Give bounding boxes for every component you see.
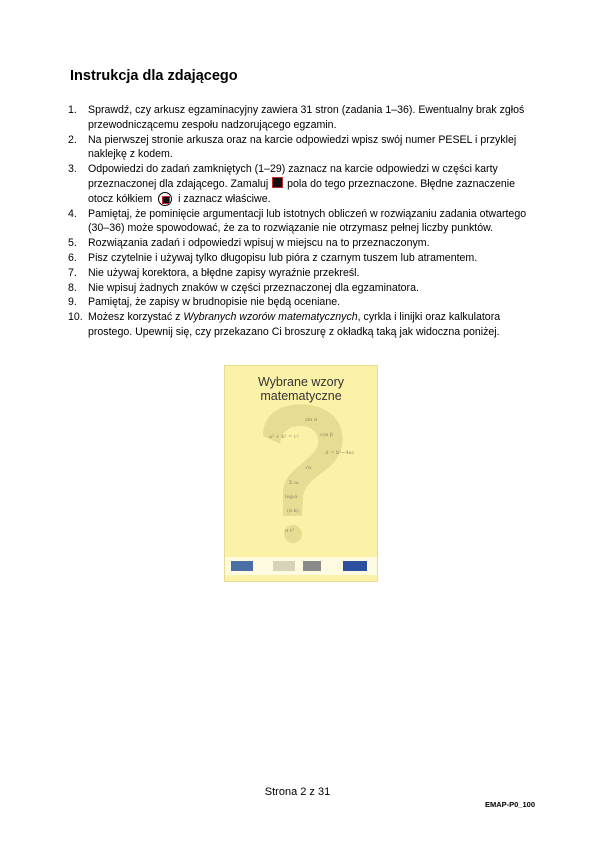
eu-flag-icon xyxy=(343,561,367,571)
instruction-item xyxy=(68,251,538,266)
item-number: 3. xyxy=(68,163,77,176)
booklet-name: Wybranych wzorów matematycznych xyxy=(183,311,358,324)
item-text: Nie używaj korektora, a błędne zapisy wyraźnie przekreśl. xyxy=(88,266,360,279)
item-text: Pamiętaj, że pominięcie argumentacji lub istotnych obliczeń w rozwiązaniu zadania otwartego (30–36) może spowodować, że za to rozwiązanie nie otrzymasz pełnej liczby punktów. xyxy=(88,207,527,235)
instruction-item xyxy=(68,103,538,133)
booklet-cover xyxy=(224,365,378,582)
svg-text:√n: √n xyxy=(305,465,312,471)
svg-text:sin α: sin α xyxy=(305,417,318,423)
item-text: Odpowiedzi do zadań zamkniętych (1–29) zaznacz na karcie odpowiedzi w części karty przeznaczonej dla zdającego. Zamaluj xyxy=(88,163,498,190)
item-text: Rozwiązania zadań i odpowiedzi wpisuj w miejscu na to przeznaczonym. xyxy=(88,237,430,250)
booklet-title xyxy=(225,376,377,403)
svg-text:log₂x: log₂x xyxy=(285,494,298,500)
instruction-item xyxy=(68,133,538,163)
svg-text:Σ aₙ: Σ aₙ xyxy=(289,480,300,486)
item-number: 2. xyxy=(68,133,77,146)
item-text: , cyrkla i linijki oraz kalkulatora prostego. Upewnij się, czy przekazano Ci broszurę z okładką taką jak widoczna poniżej. xyxy=(88,311,501,338)
svg-text:π r²: π r² xyxy=(285,528,295,534)
page-number: Strona 2 z 31 xyxy=(264,786,331,798)
instruction-item xyxy=(68,162,538,206)
item-number: 4. xyxy=(68,207,77,220)
item-number: 9. xyxy=(68,296,77,309)
item-number: 10. xyxy=(68,311,83,324)
item-text: Możesz korzystać z xyxy=(88,311,184,324)
page-title: Instrukcja dla zdającego xyxy=(70,68,238,84)
svg-text:cos β: cos β xyxy=(320,432,333,438)
filled-box-icon xyxy=(272,177,283,188)
item-number: 5. xyxy=(68,237,77,250)
item-number: 7. xyxy=(68,266,77,279)
svg-text:Δ = b²−4ac: Δ = b²−4ac xyxy=(325,450,355,456)
item-text: Nie wpisuj żadnych znaków w części przeznaczonej dla egzaminatora. xyxy=(88,281,419,294)
instruction-item xyxy=(68,266,538,281)
logo-icon xyxy=(303,561,321,571)
item-text: Pisz czytelnie i używaj tylko długopisu lub pióra z czarnym tuszem lub atramentem. xyxy=(88,251,478,264)
exam-code: EMAP-P0_100 xyxy=(484,800,535,809)
instruction-list xyxy=(68,103,538,340)
item-text: Sprawdź, czy arkusz egzaminacyjny zawiera 31 stron (zadania 1–36). Ewentualny brak zgłoś przewodniczącemu zespołu nadzorującego egzamin. xyxy=(88,104,525,131)
instruction-item xyxy=(68,236,538,251)
instruction-item xyxy=(68,310,538,340)
item-number: 6. xyxy=(68,251,77,264)
logo-icon xyxy=(273,561,295,571)
booklet-title-line: matematyczne xyxy=(260,388,342,403)
booklet-title-line: Wybrane wzory xyxy=(257,375,345,389)
item-number: 8. xyxy=(68,281,77,294)
item-number: 1. xyxy=(68,104,77,116)
item-text: i zaznacz właściwe. xyxy=(178,192,271,205)
logo-strip xyxy=(225,557,377,575)
circled-box-icon xyxy=(158,192,172,206)
item-text: pola do tego przeznaczone. Błędne zaznaczenie otocz kółkiem xyxy=(88,177,516,205)
item-text: Pamiętaj, że zapisy w brudnopisie nie będą oceniane. xyxy=(88,296,341,309)
logo-icon xyxy=(231,561,253,571)
svg-text:a² + b² = c²: a² + b² = c² xyxy=(269,434,299,440)
item-text: Na pierwszej stronie arkusza oraz na karcie odpowiedzi wpisz swój numer PESEL i przyklej naklejkę z kodem. xyxy=(88,133,517,161)
svg-text:(n k): (n k) xyxy=(287,508,299,514)
instruction-item xyxy=(68,281,538,296)
instruction-item xyxy=(68,207,538,237)
instruction-item xyxy=(68,295,538,310)
